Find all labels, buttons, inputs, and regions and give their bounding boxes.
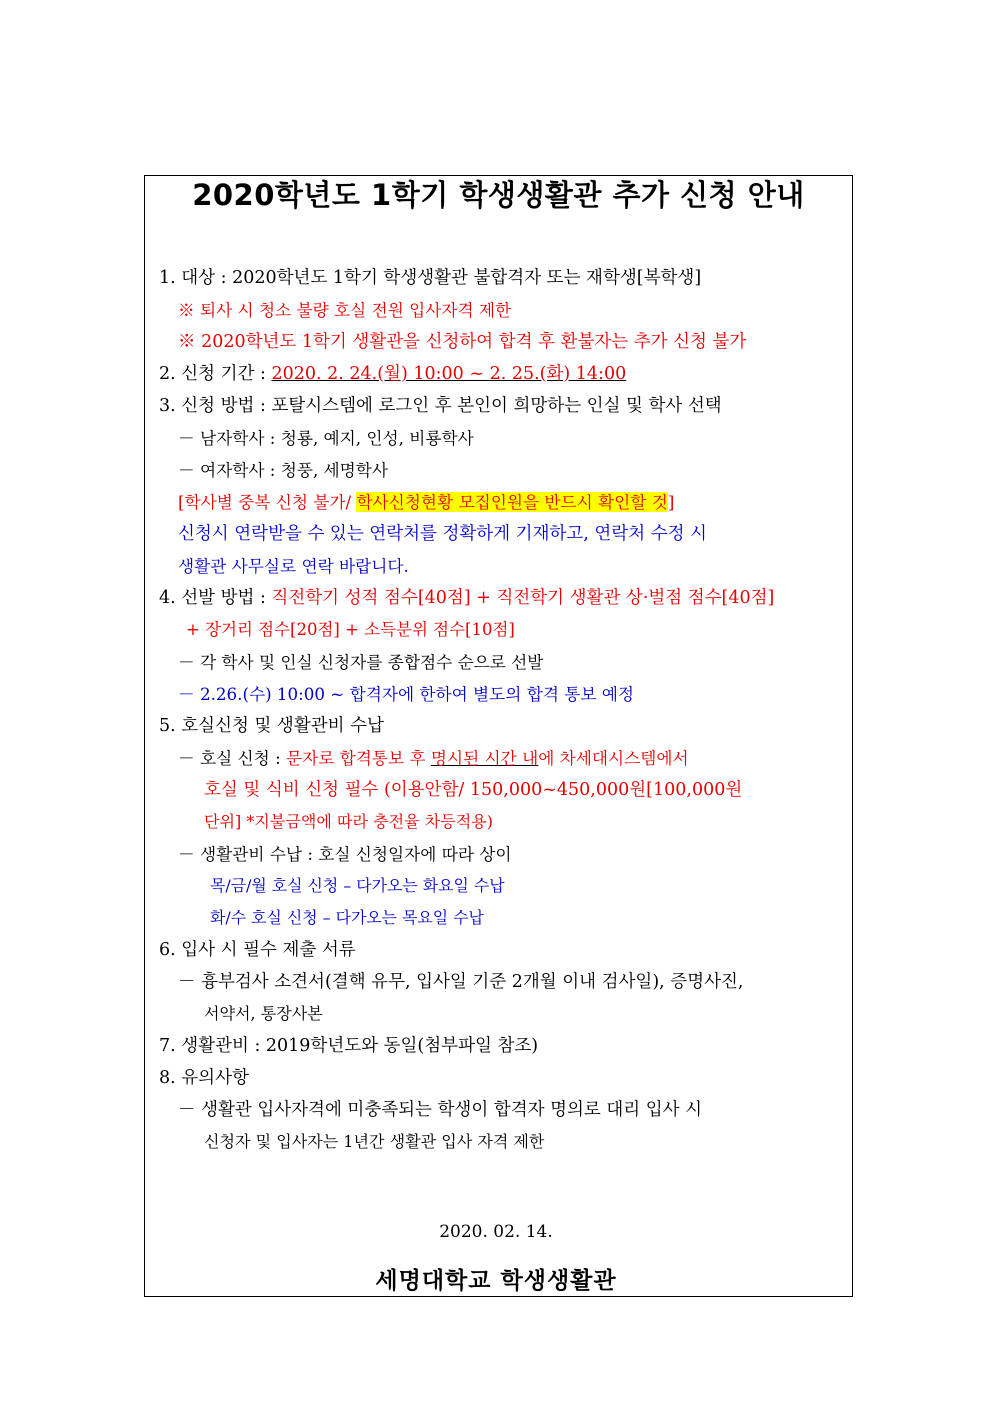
room-application-2: 호실 및 식비 신청 필수 (이용안함/ 150,000~450,000원[100,000원: [204, 780, 743, 800]
fee-payment-tue: 목/금/월 호실 신청 – 다가오는 화요일 수납: [210, 876, 505, 895]
score-formula-1: 직전학기 성적 점수[40점] + 직전학기 생활관 상·벌점 점수[40점]: [271, 588, 775, 608]
room-application-3: 단위] *지불금액에 따라 충전율 차등적용): [204, 812, 493, 831]
section-3-method: 3. 신청 방법 : 포탈시스템에 로그인 후 본인이 희망하는 인실 및 학사 선택: [159, 396, 722, 416]
male-dorms: － 남자학사 : 청룡, 예지, 인성, 비룡학사: [178, 428, 474, 448]
section-1-note-1: ※ 퇴사 시 청소 불량 호실 전원 입사자격 제한: [178, 300, 512, 320]
issuing-organization: 세명대학교 학생생활관: [375, 1267, 617, 1294]
section-6-documents: 6. 입사 시 필수 제출 서류: [159, 940, 356, 960]
section-7-fee: 7. 생활관비 : 2019학년도와 동일(첨부파일 참조): [159, 1036, 539, 1056]
issue-date: 2020. 02. 14.: [439, 1222, 553, 1242]
section-8-notes: 8. 유의사항: [159, 1068, 249, 1088]
required-docs-1: － 흉부검사 소견서(결핵 유무, 입사일 기준 2개월 이내 검사일), 증명사진,: [178, 972, 744, 992]
section-5-room-fee: 5. 호실신청 및 생활관비 수납: [159, 716, 384, 736]
section-4-selection: 4. 선발 방법 : 직전학기 성적 점수[40점] + 직전학기 생활관 상·벌점 점수[40점]: [159, 588, 775, 608]
duplicate-warning: [학사별 중복 신청 불가/ 학사신청현황 모집인원을 반드시 확인할 것]: [178, 492, 675, 512]
required-docs-2: 서약서, 통장사본: [204, 1004, 323, 1023]
fee-payment: － 생활관비 수납 : 호실 신청일자에 따라 상이: [178, 844, 512, 864]
section-1-target: 1. 대상 : 2020학년도 1학기 학생생활관 불합격자 또는 재학생[복학생]: [159, 268, 702, 288]
score-formula-2: + 장거리 점수[20점] + 소득분위 점수[10점]: [186, 620, 515, 639]
section-1-note-2: ※ 2020학년도 1학기 생활관을 신청하여 합격 후 환불자는 추가 신청 불가: [178, 332, 747, 352]
section-2-period: 2. 신청 기간 : 2020. 2. 24.(월) 10:00 ~ 2. 25.(화) 14:00: [159, 364, 627, 384]
contact-instruction-1: 신청시 연락받을 수 있는 연락처를 정확하게 기재하고, 연락처 수정 시: [178, 524, 707, 544]
female-dorms: － 여자학사 : 청풍, 세명학사: [178, 460, 389, 480]
application-period: 2020. 2. 24.(월) 10:00 ~ 2. 25.(화) 14:00: [271, 364, 627, 384]
caution-1: － 생활관 입사자격에 미충족되는 학생이 합격자 명의로 대리 입사 시: [178, 1100, 702, 1120]
page-title: 2020학년도 1학기 학생생활관 추가 신청 안내: [192, 178, 805, 212]
pass-notice: － 2.26.(수) 10:00 ~ 합격자에 한하여 별도의 합격 통보 예정: [178, 684, 635, 704]
caution-2: 신청자 및 입사자는 1년간 생활관 입사 자격 제한: [204, 1132, 545, 1151]
room-application-1: － 호실 신청 : 문자로 합격통보 후 명시된 시간 내에 차세대시스템에서: [178, 748, 689, 768]
contact-instruction-2: 생활관 사무실로 연락 바랍니다.: [178, 556, 409, 576]
selection-order: － 각 학사 및 인실 신청자를 종합점수 순으로 선발: [178, 652, 544, 672]
highlighted-warning: 학사신청현황 모집인원을 반드시 확인할 것: [356, 492, 668, 512]
fee-payment-thu: 화/수 호실 신청 – 다가오는 목요일 수납: [210, 908, 484, 927]
